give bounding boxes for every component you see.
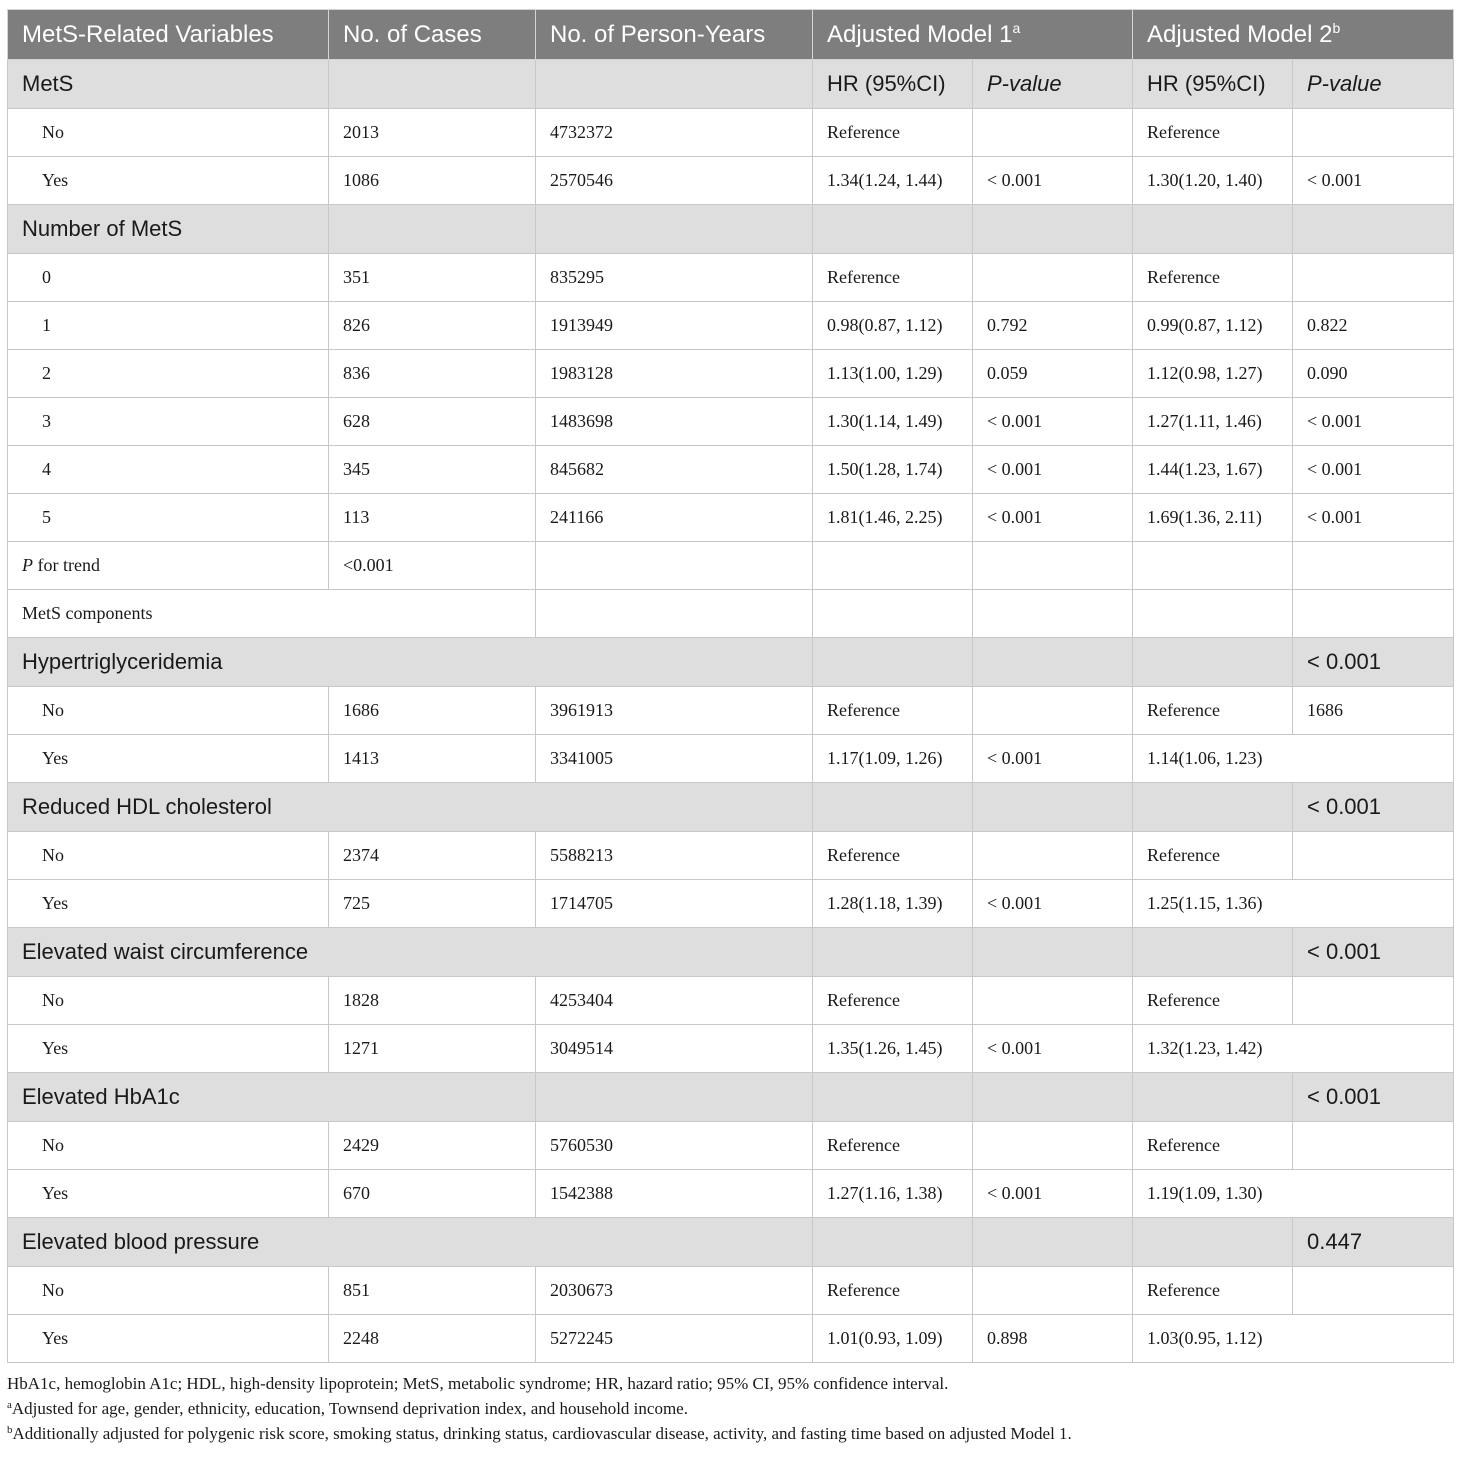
row-label: 2 (8, 350, 329, 398)
hr-model-1-cell: Reference (813, 109, 973, 157)
hr-model-2-cell: 1.03(0.95, 1.12) (1133, 1315, 1454, 1363)
cases-cell: 2013 (329, 109, 536, 157)
cases-cell: 670 (329, 1170, 536, 1218)
p-model-1-cell: < 0.001 (973, 880, 1133, 928)
p-model-1-cell (973, 687, 1133, 735)
header-model-1-footnote-mark: a (1012, 19, 1021, 36)
person-years-cell: 241166 (536, 494, 813, 542)
empty-cell (1133, 783, 1293, 832)
empty-cell (536, 590, 813, 638)
table-row (8, 832, 1454, 880)
cases-cell: 1271 (329, 1025, 536, 1073)
section-label: Elevated waist circumference (8, 928, 813, 977)
hr-model-1-cell: 1.17(1.09, 1.26) (813, 735, 973, 783)
table-row (8, 302, 1454, 350)
section-label: Hypertriglyceridemia (8, 638, 813, 687)
empty-cell (973, 542, 1133, 590)
table-row (8, 254, 1454, 302)
empty-cell (536, 1073, 813, 1122)
row-label: No (8, 687, 329, 735)
p-model-1-cell (973, 109, 1133, 157)
table-row (8, 1315, 1454, 1363)
table-row (8, 109, 1454, 157)
header-person-years: No. of Person-Years (536, 10, 813, 60)
hr-model-2-cell: Reference (1133, 254, 1293, 302)
person-years-cell: 1913949 (536, 302, 813, 350)
p-model-1-cell: < 0.001 (973, 494, 1133, 542)
cases-cell: 113 (329, 494, 536, 542)
hr-model-1-cell: 1.27(1.16, 1.38) (813, 1170, 973, 1218)
subheader-p-model-2 (1293, 60, 1454, 109)
cases-cell: 351 (329, 254, 536, 302)
header-cases: No. of Cases (329, 10, 536, 60)
person-years-cell: 4253404 (536, 977, 813, 1025)
row-label: No (8, 1267, 329, 1315)
hr-model-1-cell: 1.35(1.26, 1.45) (813, 1025, 973, 1073)
person-years-cell: 1542388 (536, 1170, 813, 1218)
footnote-a-text: Adjusted for age, gender, ethnicity, education, Townsend deprivation index, and household income. (11, 1399, 688, 1418)
row-label: No (8, 109, 329, 157)
cases-cell: 725 (329, 880, 536, 928)
section-row-mets (8, 60, 1454, 109)
row-label: Yes (8, 1170, 329, 1218)
person-years-cell: 5760530 (536, 1122, 813, 1170)
p-model-1-cell: 0.792 (973, 302, 1133, 350)
header-model-2-label: Adjusted Model 2 (1147, 20, 1333, 48)
empty-cell (813, 638, 973, 687)
row-label: Yes (8, 735, 329, 783)
row-label: Yes (8, 880, 329, 928)
hr-model-2-cell: Reference (1133, 977, 1293, 1025)
p-model-1-cell: < 0.001 (973, 157, 1133, 205)
cases-cell: 836 (329, 350, 536, 398)
row-label: 5 (8, 494, 329, 542)
section-row-reduced-hdl (8, 783, 1454, 832)
empty-cell (1133, 1218, 1293, 1267)
p-model-2-cell: < 0.001 (1293, 494, 1454, 542)
empty-cell (813, 1218, 973, 1267)
cases-cell: 2248 (329, 1315, 536, 1363)
p-model-1-cell: < 0.001 (973, 1025, 1133, 1073)
p-model-2-cell: 0.822 (1293, 302, 1454, 350)
trend-p-letter: P (22, 555, 33, 575)
hr-model-1-cell: 1.01(0.93, 1.09) (813, 1315, 973, 1363)
table-row (8, 687, 1454, 735)
person-years-cell: 1483698 (536, 398, 813, 446)
p-model-1-cell (973, 977, 1133, 1025)
empty-cell (973, 928, 1133, 977)
footnote-a-mark: a (7, 1399, 12, 1411)
person-years-cell: 3341005 (536, 735, 813, 783)
hr-model-2-cell: Reference (1133, 1122, 1293, 1170)
cases-cell: 2429 (329, 1122, 536, 1170)
person-years-cell: 3961913 (536, 687, 813, 735)
table-row (8, 446, 1454, 494)
hr-model-1-cell: Reference (813, 254, 973, 302)
footnote-b (7, 1421, 1453, 1446)
section-label: Elevated blood pressure (8, 1218, 813, 1267)
table-row (8, 1025, 1454, 1073)
hr-model-1-cell: 0.98(0.87, 1.12) (813, 302, 973, 350)
cases-cell: 851 (329, 1267, 536, 1315)
empty-cell (973, 1218, 1133, 1267)
p-model-1-cell: < 0.001 (973, 398, 1133, 446)
empty-cell (813, 590, 973, 638)
person-years-cell: 1714705 (536, 880, 813, 928)
section-p-value: < 0.001 (1293, 1073, 1454, 1122)
header-model-2 (1133, 10, 1454, 60)
row-label: 0 (8, 254, 329, 302)
cases-cell: 345 (329, 446, 536, 494)
hr-model-2-cell: 1.30(1.20, 1.40) (1133, 157, 1293, 205)
trend-label-text: for trend (33, 555, 100, 575)
empty-cell (973, 783, 1133, 832)
p-model-1-cell (973, 1122, 1133, 1170)
person-years-cell: 2570546 (536, 157, 813, 205)
table-row (8, 1170, 1454, 1218)
header-model-1-label: Adjusted Model 1 (827, 20, 1013, 48)
subheader-p-model-1 (973, 60, 1133, 109)
empty-cell (1293, 542, 1454, 590)
row-label: 1 (8, 302, 329, 350)
hr-model-2-cell: 1.25(1.15, 1.36) (1133, 880, 1454, 928)
hr-model-2-cell: Reference (1133, 109, 1293, 157)
section-row-hypertriglyceridemia (8, 638, 1454, 687)
section-row-blood-pressure (8, 1218, 1454, 1267)
empty-cell (813, 542, 973, 590)
p-model-1-cell: 0.898 (973, 1315, 1133, 1363)
section-label: Number of MetS (8, 205, 329, 254)
hr-model-2-cell: 1.44(1.23, 1.67) (1133, 446, 1293, 494)
p-model-1-cell: < 0.001 (973, 735, 1133, 783)
hr-model-2-cell: 1.69(1.36, 2.11) (1133, 494, 1293, 542)
person-years-cell: 2030673 (536, 1267, 813, 1315)
empty-cell (329, 205, 536, 254)
abbreviations-note: HbA1c, hemoglobin A1c; HDL, high-density lipoprotein; MetS, metabolic syndrome; HR, hazard ratio; 95% CI, 95% confidence interval. (7, 1374, 949, 1393)
hr-model-2-cell: 1.19(1.09, 1.30) (1133, 1170, 1454, 1218)
row-label: No (8, 977, 329, 1025)
empty-cell (973, 590, 1133, 638)
hr-model-2-cell: 1.32(1.23, 1.42) (1133, 1025, 1454, 1073)
p-model-1-cell: 0.059 (973, 350, 1133, 398)
cases-cell: 1086 (329, 157, 536, 205)
cases-cell: 826 (329, 302, 536, 350)
p-model-2-cell (1293, 1267, 1454, 1315)
empty-cell (973, 1073, 1133, 1122)
section-p-value: < 0.001 (1293, 783, 1454, 832)
section-p-value: < 0.001 (1293, 928, 1454, 977)
person-years-cell: 845682 (536, 446, 813, 494)
person-years-cell: 3049514 (536, 1025, 813, 1073)
hr-model-2-cell: Reference (1133, 832, 1293, 880)
empty-cell (329, 60, 536, 109)
hr-model-1-cell: 1.28(1.18, 1.39) (813, 880, 973, 928)
empty-cell (973, 205, 1133, 254)
section-p-value: 0.447 (1293, 1218, 1454, 1267)
p-model-2-cell (1293, 1122, 1454, 1170)
p-model-2-cell: 0.090 (1293, 350, 1454, 398)
hr-model-1-cell: Reference (813, 977, 973, 1025)
hr-model-2-cell: Reference (1133, 687, 1293, 735)
subheader-p-label: P-value (1307, 71, 1382, 96)
trend-label (8, 542, 329, 590)
p-model-1-cell (973, 1267, 1133, 1315)
subheader-p-label: P-value (987, 71, 1062, 96)
row-label: No (8, 1122, 329, 1170)
empty-cell (1133, 638, 1293, 687)
section-label: Reduced HDL cholesterol (8, 783, 813, 832)
cases-cell: 1413 (329, 735, 536, 783)
row-label: Yes (8, 157, 329, 205)
table-row (8, 398, 1454, 446)
p-model-2-cell: < 0.001 (1293, 398, 1454, 446)
section-row-hba1c (8, 1073, 1454, 1122)
hr-model-2-cell: 1.12(0.98, 1.27) (1133, 350, 1293, 398)
empty-cell (973, 638, 1133, 687)
row-label: Yes (8, 1025, 329, 1073)
person-years-cell: 835295 (536, 254, 813, 302)
empty-cell (813, 783, 973, 832)
empty-cell (1133, 590, 1293, 638)
section-row-number-of-mets (8, 205, 1454, 254)
table-row (8, 157, 1454, 205)
header-model-2-footnote-mark: b (1332, 19, 1341, 36)
footnote-a (7, 1396, 1453, 1421)
cases-cell: 2374 (329, 832, 536, 880)
cases-cell: 628 (329, 398, 536, 446)
header-model-1 (813, 10, 1133, 60)
components-row (8, 590, 1454, 638)
hr-model-2-cell: 0.99(0.87, 1.12) (1133, 302, 1293, 350)
footnote-b-text: Additionally adjusted for polygenic risk score, smoking status, drinking status, cardiovascular disease, activity, and fasting time based on adjusted Model 1. (12, 1424, 1072, 1443)
p-model-2-cell: < 0.001 (1293, 446, 1454, 494)
empty-cell (536, 60, 813, 109)
subheader-hr-model-2: HR (95%CI) (1133, 60, 1293, 109)
p-model-1-cell: < 0.001 (973, 446, 1133, 494)
header-variables: MetS-Related Variables (8, 10, 329, 60)
p-model-1-cell (973, 254, 1133, 302)
hr-model-1-cell: 1.34(1.24, 1.44) (813, 157, 973, 205)
trend-value: <0.001 (329, 542, 536, 590)
hr-model-1-cell: 1.81(1.46, 2.25) (813, 494, 973, 542)
table-row (8, 494, 1454, 542)
empty-cell (1293, 590, 1454, 638)
hr-model-1-cell: Reference (813, 1122, 973, 1170)
footnote-b-mark: b (7, 1424, 13, 1436)
hr-model-2-cell: 1.14(1.06, 1.23) (1133, 735, 1454, 783)
p-model-2-cell: < 0.001 (1293, 157, 1454, 205)
trend-row (8, 542, 1454, 590)
row-label: 4 (8, 446, 329, 494)
table-row (8, 880, 1454, 928)
empty-cell (1133, 1073, 1293, 1122)
hr-model-1-cell: 1.50(1.28, 1.74) (813, 446, 973, 494)
p-model-2-cell: 1686 (1293, 687, 1454, 735)
table-row (8, 977, 1454, 1025)
empty-cell (536, 205, 813, 254)
empty-cell (1133, 928, 1293, 977)
section-p-value: < 0.001 (1293, 638, 1454, 687)
p-model-2-cell (1293, 254, 1454, 302)
hr-model-2-cell: 1.27(1.11, 1.46) (1133, 398, 1293, 446)
section-row-waist (8, 928, 1454, 977)
hr-model-1-cell: Reference (813, 832, 973, 880)
p-model-1-cell (973, 832, 1133, 880)
cases-cell: 1828 (329, 977, 536, 1025)
empty-cell (1133, 542, 1293, 590)
hr-model-2-cell: Reference (1133, 1267, 1293, 1315)
person-years-cell: 5588213 (536, 832, 813, 880)
p-model-1-cell: < 0.001 (973, 1170, 1133, 1218)
hr-model-1-cell: Reference (813, 687, 973, 735)
empty-cell (813, 928, 973, 977)
section-label: MetS (8, 60, 329, 109)
table-header-row (8, 10, 1454, 60)
empty-cell (1293, 205, 1454, 254)
table-footnotes (7, 1371, 1453, 1446)
person-years-cell: 4732372 (536, 109, 813, 157)
components-label: MetS components (8, 590, 536, 638)
p-model-2-cell (1293, 109, 1454, 157)
table-row (8, 350, 1454, 398)
person-years-cell: 1983128 (536, 350, 813, 398)
empty-cell (536, 542, 813, 590)
hr-model-1-cell: 1.30(1.14, 1.49) (813, 398, 973, 446)
person-years-cell: 5272245 (536, 1315, 813, 1363)
row-label: Yes (8, 1315, 329, 1363)
table-row (8, 735, 1454, 783)
row-label: No (8, 832, 329, 880)
empty-cell (1133, 205, 1293, 254)
table-row (8, 1122, 1454, 1170)
hr-model-1-cell: 1.13(1.00, 1.29) (813, 350, 973, 398)
section-label: Elevated HbA1c (8, 1073, 536, 1122)
empty-cell (813, 1073, 973, 1122)
cases-cell: 1686 (329, 687, 536, 735)
table-row (8, 1267, 1454, 1315)
p-model-2-cell (1293, 832, 1454, 880)
empty-cell (813, 205, 973, 254)
subheader-hr-model-1: HR (95%CI) (813, 60, 973, 109)
p-model-2-cell (1293, 977, 1454, 1025)
row-label: 3 (8, 398, 329, 446)
hazard-ratio-table (7, 9, 1454, 1363)
results-table-document (7, 9, 1453, 1446)
hr-model-1-cell: Reference (813, 1267, 973, 1315)
